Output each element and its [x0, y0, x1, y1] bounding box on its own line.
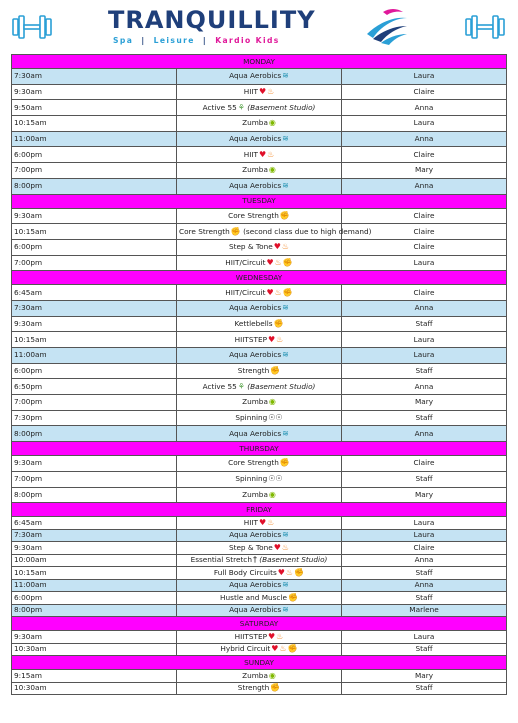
- class-time: 6:50pm: [12, 379, 177, 395]
- day-name: SATURDAY: [12, 617, 507, 631]
- table-row: [12, 100, 507, 116]
- tagline-kardio: Kardio Kids: [215, 36, 280, 45]
- class-name: Core Strength: [179, 226, 230, 236]
- table-row: [12, 542, 507, 555]
- day-name: FRIDAY: [12, 503, 507, 517]
- class-cell: [177, 542, 342, 555]
- table-row: [12, 395, 507, 411]
- class-time: 11:00am: [12, 348, 177, 364]
- muscle-icon: ✊: [279, 210, 290, 220]
- day-name: WEDNESDAY: [12, 271, 507, 285]
- class-cell: [177, 604, 342, 617]
- muscle-icon: ✊: [294, 567, 305, 577]
- class-cell: [177, 208, 342, 224]
- ball-icon: ◉: [268, 118, 276, 128]
- instructor-name: Anna: [342, 300, 507, 316]
- instructor-name: Mary: [342, 487, 507, 503]
- class-cell: [177, 592, 342, 605]
- fire-icon: ♨: [281, 242, 290, 252]
- ball-icon: ◉: [268, 670, 276, 680]
- class-time: 7:00pm: [12, 163, 177, 179]
- instructor-name: Marlene: [342, 604, 507, 617]
- instructor-name: Anna: [342, 426, 507, 442]
- class-time: 8:00pm: [12, 426, 177, 442]
- instructor-name: Laura: [342, 517, 507, 530]
- fire-icon: ♨: [274, 257, 282, 267]
- instructor-name: Laura: [342, 116, 507, 132]
- class-name: Strength: [237, 683, 270, 693]
- class-time: 9:30am: [12, 84, 177, 100]
- instructor-name: Claire: [342, 224, 507, 240]
- class-cell: [177, 631, 342, 644]
- class-time: 10:15am: [12, 224, 177, 240]
- instructor-name: Laura: [342, 348, 507, 364]
- class-name: Strength: [237, 366, 270, 376]
- class-time: 7:30am: [12, 300, 177, 316]
- class-cell: [177, 682, 342, 695]
- instructor-name: Mary: [342, 395, 507, 411]
- wave-icon: ≋: [282, 134, 289, 144]
- class-time: 7:30am: [12, 529, 177, 542]
- instructor-name: Laura: [342, 69, 507, 85]
- day-header-row: [12, 442, 507, 456]
- table-row: [12, 426, 507, 442]
- instructor-name: Claire: [342, 456, 507, 472]
- class-cell: [177, 300, 342, 316]
- class-name: Zumba: [242, 118, 268, 128]
- class-time: 9:30am: [12, 631, 177, 644]
- class-name: Step & Tone: [228, 542, 273, 552]
- instructor-name: Laura: [342, 332, 507, 348]
- table-row: [12, 643, 507, 656]
- table-row: [12, 670, 507, 683]
- table-row: [12, 631, 507, 644]
- class-cell: [177, 670, 342, 683]
- page-header: [0, 0, 518, 52]
- fire-icon: ♨: [276, 631, 284, 641]
- class-time: 8:00pm: [12, 487, 177, 503]
- class-time: 10:15am: [12, 332, 177, 348]
- instructor-name: Claire: [342, 147, 507, 163]
- class-name: Aqua Aerobics: [229, 580, 282, 590]
- muscle-icon: ✊: [279, 458, 290, 468]
- class-name: Zumba: [242, 165, 268, 175]
- table-row: [12, 147, 507, 163]
- class-cell: [177, 332, 342, 348]
- muscle-icon: ✊: [230, 226, 241, 236]
- instructor-name: Claire: [342, 542, 507, 555]
- instructor-name: Claire: [342, 208, 507, 224]
- day-header-row: [12, 194, 507, 208]
- instructor-name: Claire: [342, 239, 507, 255]
- class-name: HIIT: [243, 517, 258, 527]
- tagline-leisure: Leisure: [153, 36, 195, 45]
- class-name: Hybrid Circuit: [220, 644, 271, 654]
- class-cell: [177, 517, 342, 530]
- day-header-row: [12, 271, 507, 285]
- class-cell: [177, 100, 342, 116]
- table-row: [12, 84, 507, 100]
- class-time: 9:15am: [12, 670, 177, 683]
- table-row: [12, 567, 507, 580]
- class-name: Hustle and Muscle: [220, 592, 287, 602]
- wave-logo-icon: [363, 6, 409, 46]
- table-row: [12, 456, 507, 472]
- class-time: 10:15am: [12, 567, 177, 580]
- table-row: [12, 116, 507, 132]
- day-name: THURSDAY: [12, 442, 507, 456]
- class-time: 6:45am: [12, 285, 177, 301]
- instructor-name: Staff: [342, 363, 507, 379]
- tagline-spa: Spa: [113, 36, 134, 45]
- class-cell: [177, 69, 342, 85]
- instructor-name: Staff: [342, 316, 507, 332]
- class-name: HIITSTEP: [234, 334, 267, 344]
- day-name: MONDAY: [12, 55, 507, 69]
- wave-icon: ≋: [282, 530, 289, 540]
- class-cell: [177, 395, 342, 411]
- table-row: [12, 131, 507, 147]
- class-name: Full Body Circuits: [213, 567, 277, 577]
- class-time: 6:45am: [12, 517, 177, 530]
- class-name: Aqua Aerobics: [229, 303, 282, 313]
- muscle-icon: ✊: [282, 257, 293, 267]
- class-name: HIIT: [243, 149, 258, 159]
- heart-icon: ♥: [268, 631, 276, 641]
- class-time: 10:30am: [12, 643, 177, 656]
- instructor-name: Mary: [342, 670, 507, 683]
- muscle-icon: ✊: [273, 318, 284, 328]
- lotus-icon: ⚘: [237, 102, 245, 112]
- class-name: Aqua Aerobics: [229, 605, 282, 615]
- instructor-name: Staff: [342, 410, 507, 426]
- instructor-name: Anna: [342, 554, 507, 567]
- fire-icon: ♨: [267, 517, 275, 527]
- table-row: [12, 285, 507, 301]
- instructor-name: Staff: [342, 592, 507, 605]
- class-time: 10:00am: [12, 554, 177, 567]
- class-cell: [177, 178, 342, 194]
- instructor-name: Laura: [342, 529, 507, 542]
- class-time: 9:30am: [12, 542, 177, 555]
- class-cell: [177, 239, 342, 255]
- table-row: [12, 224, 507, 240]
- heart-icon: ♥: [271, 644, 279, 654]
- class-name: Aqua Aerobics: [229, 350, 282, 360]
- class-name: Kettlebells: [234, 318, 273, 328]
- class-cell: [177, 163, 342, 179]
- class-time: 7:30am: [12, 69, 177, 85]
- instructor-name: Staff: [342, 643, 507, 656]
- instructor-name: Staff: [342, 682, 507, 695]
- table-row: [12, 255, 507, 271]
- fire-icon: ♨: [276, 334, 284, 344]
- class-time: 6:00pm: [12, 592, 177, 605]
- class-name: Aqua Aerobics: [229, 134, 282, 144]
- table-row: [12, 348, 507, 364]
- table-row: [12, 487, 507, 503]
- fire-icon: ♨: [279, 644, 287, 654]
- class-note: (Basement Studio): [247, 381, 316, 391]
- wave-icon: ≋: [282, 71, 289, 81]
- class-note: (Basement Studio): [247, 102, 316, 112]
- table-row: [12, 410, 507, 426]
- instructor-name: Claire: [342, 285, 507, 301]
- table-row: [12, 554, 507, 567]
- class-cell: [177, 363, 342, 379]
- day-header-row: [12, 617, 507, 631]
- table-row: [12, 604, 507, 617]
- muscle-icon: ✊: [287, 592, 298, 602]
- fire-icon: ♨: [267, 87, 275, 97]
- class-cell: [177, 131, 342, 147]
- table-row: [12, 592, 507, 605]
- fire-icon: ♨: [274, 287, 282, 297]
- muscle-icon: ✊: [270, 683, 281, 693]
- tagline-sep: |: [141, 36, 146, 45]
- heart-icon: ♥: [258, 149, 267, 159]
- class-name: Step & Tone: [228, 242, 273, 252]
- wave-icon: ≋: [282, 303, 289, 313]
- class-name: HIIT/Circuit: [225, 287, 266, 297]
- class-note: (second class due to high demand): [243, 226, 372, 236]
- lotus-icon: ⚘: [237, 381, 245, 391]
- class-time: 10:30am: [12, 682, 177, 695]
- table-row: [12, 163, 507, 179]
- class-time: 9:50am: [12, 100, 177, 116]
- class-time: 9:30am: [12, 208, 177, 224]
- class-time: 11:00am: [12, 131, 177, 147]
- table-row: [12, 178, 507, 194]
- class-cell: [177, 487, 342, 503]
- table-row: [12, 471, 507, 487]
- class-name: HIITSTEP: [234, 631, 267, 641]
- day-header-row: [12, 656, 507, 670]
- day-name: SUNDAY: [12, 656, 507, 670]
- class-name: Zumba: [242, 397, 268, 407]
- heart-icon: ♥: [273, 542, 281, 552]
- instructor-name: Staff: [342, 471, 507, 487]
- muscle-icon: ✊: [287, 644, 298, 654]
- class-time: 9:30am: [12, 316, 177, 332]
- heart-icon: ♥: [268, 334, 276, 344]
- class-name: Spinning: [235, 413, 268, 423]
- instructor-name: Anna: [342, 100, 507, 116]
- heart-icon: ♥: [258, 517, 267, 527]
- fire-icon: ♨: [267, 149, 275, 159]
- fire-icon: ♨: [281, 542, 290, 552]
- class-cell: [177, 554, 342, 567]
- wave-icon: ≋: [282, 350, 289, 360]
- class-cell: [177, 456, 342, 472]
- table-row: [12, 300, 507, 316]
- class-name: Essential Stretch: [190, 555, 252, 565]
- table-row: [12, 208, 507, 224]
- table-row: [12, 332, 507, 348]
- heart-icon: ♥: [258, 87, 267, 97]
- table-row: [12, 363, 507, 379]
- instructor-name: Staff: [342, 567, 507, 580]
- class-time: 6:00pm: [12, 147, 177, 163]
- instructor-name: Laura: [342, 255, 507, 271]
- class-name: Core Strength: [228, 458, 279, 468]
- class-cell: [177, 379, 342, 395]
- table-row: [12, 579, 507, 592]
- class-time: 10:15am: [12, 116, 177, 132]
- class-name: HIIT/Circuit: [225, 257, 266, 267]
- tagline-sep: |: [202, 36, 208, 45]
- muscle-icon: ✊: [270, 366, 281, 376]
- class-time: 6:00pm: [12, 239, 177, 255]
- table-row: [12, 239, 507, 255]
- table-row: [12, 682, 507, 695]
- day-header-row: [12, 55, 507, 69]
- class-time: 7:30pm: [12, 410, 177, 426]
- class-cell: [177, 116, 342, 132]
- bike-icon: ☉☉: [268, 474, 283, 484]
- timetable-body: [12, 55, 507, 695]
- class-cell: [177, 643, 342, 656]
- class-cell: [177, 147, 342, 163]
- day-name: TUESDAY: [12, 194, 507, 208]
- ball-icon: ◉: [268, 397, 276, 407]
- fire-icon: ♨: [285, 567, 294, 577]
- brand-tagline: [113, 36, 280, 45]
- class-time: 11:00am: [12, 579, 177, 592]
- table-row: [12, 316, 507, 332]
- class-time: 9:30am: [12, 456, 177, 472]
- class-cell: [177, 316, 342, 332]
- class-name: Active 55: [202, 381, 237, 391]
- class-name: Aqua Aerobics: [229, 71, 282, 81]
- wave-icon: ≋: [282, 580, 289, 590]
- instructor-name: Anna: [342, 131, 507, 147]
- wave-icon: ≋: [282, 428, 289, 438]
- instructor-name: Anna: [342, 579, 507, 592]
- class-name: Core Strength: [228, 210, 279, 220]
- muscle-icon: ✊: [282, 287, 293, 297]
- bike-icon: ☉☉: [268, 413, 283, 423]
- class-cell: [177, 567, 342, 580]
- table-row: [12, 69, 507, 85]
- class-cell: [177, 348, 342, 364]
- ball-icon: ◉: [268, 489, 276, 499]
- dumbbell-icon: [12, 14, 52, 40]
- class-cell: [177, 579, 342, 592]
- wave-icon: ≋: [282, 605, 289, 615]
- class-cell: [177, 255, 342, 271]
- heart-icon: ♥: [266, 287, 274, 297]
- brand-name: TRANQUILLITY: [108, 6, 316, 34]
- heart-icon: ♥: [273, 242, 281, 252]
- instructor-name: Mary: [342, 163, 507, 179]
- heart-icon: ♥: [266, 257, 274, 267]
- class-cell: [177, 426, 342, 442]
- table-row: [12, 379, 507, 395]
- class-name: Aqua Aerobics: [229, 181, 282, 191]
- class-time: 8:00pm: [12, 178, 177, 194]
- wave-icon: ≋: [282, 181, 289, 191]
- table-row: [12, 517, 507, 530]
- class-cell: [177, 529, 342, 542]
- class-time: 7:00pm: [12, 471, 177, 487]
- instructor-name: Laura: [342, 631, 507, 644]
- class-note: (Basement Studio): [259, 555, 328, 565]
- instructor-name: Claire: [342, 84, 507, 100]
- instructor-name: Anna: [342, 178, 507, 194]
- class-cell: [177, 285, 342, 301]
- class-cell: [177, 84, 342, 100]
- class-name: HIIT: [243, 87, 258, 97]
- class-name: Zumba: [242, 489, 268, 499]
- class-name: Aqua Aerobics: [229, 530, 282, 540]
- dumbbell-icon: [465, 14, 505, 40]
- class-name: Spinning: [235, 474, 268, 484]
- class-cell: [177, 410, 342, 426]
- timetable: [11, 54, 507, 695]
- heart-icon: ♥: [277, 567, 285, 577]
- class-cell: [177, 471, 342, 487]
- class-name: Aqua Aerobics: [229, 428, 282, 438]
- ball-icon: ◉: [268, 165, 276, 175]
- class-name: Zumba: [242, 670, 268, 680]
- instructor-name: Anna: [342, 379, 507, 395]
- brand-logo: [108, 6, 408, 50]
- runner-icon: †: [252, 555, 257, 565]
- class-name: Active 55: [202, 102, 237, 112]
- class-time: 7:00pm: [12, 255, 177, 271]
- day-header-row: [12, 503, 507, 517]
- class-time: 6:00pm: [12, 363, 177, 379]
- table-row: [12, 529, 507, 542]
- class-cell: [177, 224, 372, 240]
- class-time: 8:00pm: [12, 604, 177, 617]
- class-time: 7:00pm: [12, 395, 177, 411]
